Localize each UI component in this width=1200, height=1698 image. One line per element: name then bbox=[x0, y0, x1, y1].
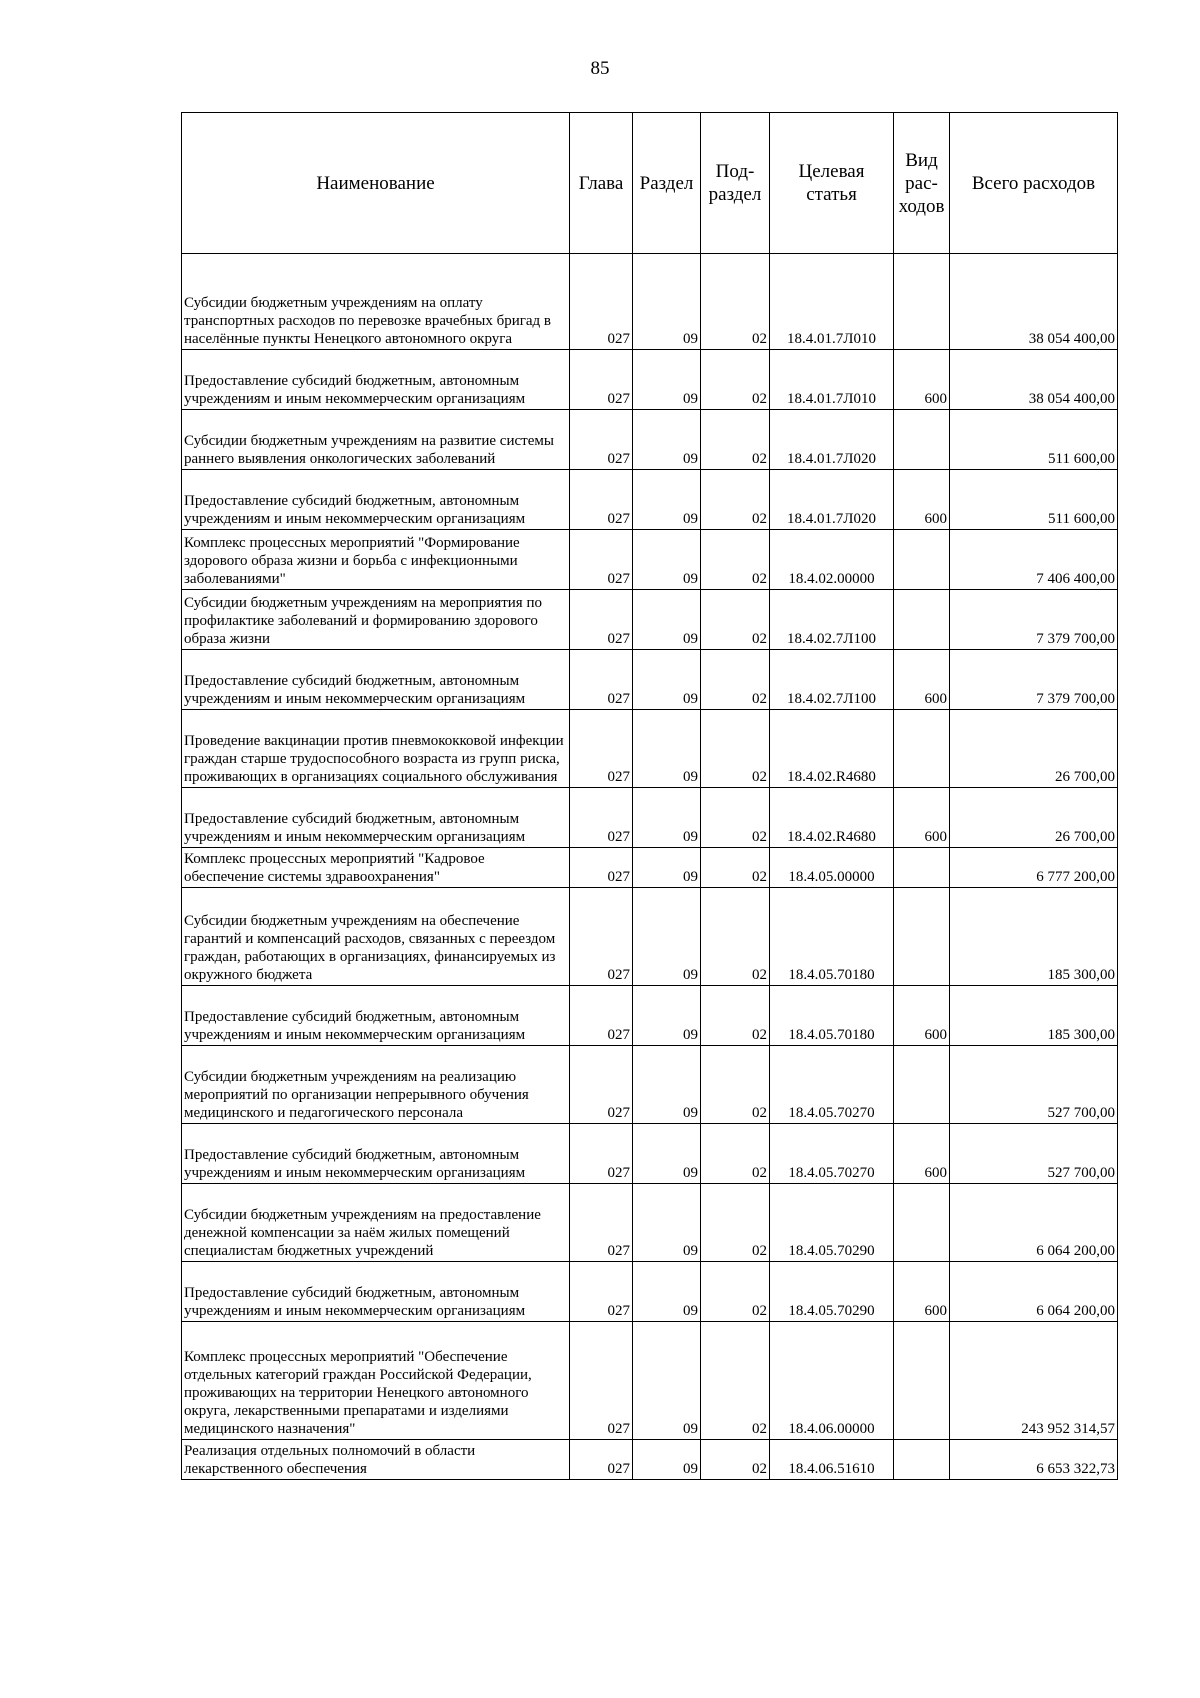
cell-target-article: 18.4.02.R4680 bbox=[770, 788, 894, 848]
table-row bbox=[182, 1046, 1118, 1124]
cell-name: Комплекс процессных мероприятий "Кадровое обеспечение системы здравоохранения" bbox=[182, 848, 570, 888]
table-row bbox=[182, 888, 1118, 986]
cell-target-article: 18.4.05.70180 bbox=[770, 888, 894, 986]
cell-subsection: 02 bbox=[701, 788, 770, 848]
table-row bbox=[182, 788, 1118, 848]
header-total: Всего расходов bbox=[950, 113, 1118, 254]
cell-chapter: 027 bbox=[570, 1262, 633, 1322]
cell-section: 09 bbox=[633, 470, 701, 530]
header-target-article: Целевая статья bbox=[770, 113, 894, 254]
cell-subsection: 02 bbox=[701, 410, 770, 470]
cell-total: 6 064 200,00 bbox=[950, 1262, 1118, 1322]
header-name: Наименование bbox=[182, 113, 570, 254]
cell-section: 09 bbox=[633, 1124, 701, 1184]
cell-section: 09 bbox=[633, 848, 701, 888]
table-body bbox=[182, 254, 1118, 1480]
cell-name: Субсидии бюджетным учреждениям на развитие системы раннего выявления онкологических заболеваний bbox=[182, 410, 570, 470]
cell-expense-type: 600 bbox=[894, 650, 950, 710]
cell-total: 185 300,00 bbox=[950, 888, 1118, 986]
cell-expense-type bbox=[894, 254, 950, 350]
cell-target-article: 18.4.06.00000 bbox=[770, 1322, 894, 1440]
cell-chapter: 027 bbox=[570, 254, 633, 350]
cell-name: Предоставление субсидий бюджетным, автономным учреждениям и иным некоммерческим организациям bbox=[182, 650, 570, 710]
cell-subsection: 02 bbox=[701, 1322, 770, 1440]
cell-total: 6 777 200,00 bbox=[950, 848, 1118, 888]
cell-name: Предоставление субсидий бюджетным, автономным учреждениям и иным некоммерческим организациям bbox=[182, 1124, 570, 1184]
header-expense-type: Вид рас- ходов bbox=[894, 113, 950, 254]
cell-expense-type: 600 bbox=[894, 350, 950, 410]
cell-target-article: 18.4.06.51610 bbox=[770, 1440, 894, 1480]
cell-target-article: 18.4.05.70290 bbox=[770, 1184, 894, 1262]
cell-target-article: 18.4.05.70270 bbox=[770, 1124, 894, 1184]
table-row bbox=[182, 590, 1118, 650]
cell-chapter: 027 bbox=[570, 986, 633, 1046]
cell-section: 09 bbox=[633, 986, 701, 1046]
table-header-row bbox=[182, 113, 1118, 254]
table-row bbox=[182, 1440, 1118, 1480]
cell-target-article: 18.4.05.00000 bbox=[770, 848, 894, 888]
cell-expense-type: 600 bbox=[894, 470, 950, 530]
cell-section: 09 bbox=[633, 1322, 701, 1440]
cell-section: 09 bbox=[633, 710, 701, 788]
cell-chapter: 027 bbox=[570, 410, 633, 470]
cell-expense-type bbox=[894, 530, 950, 590]
table-row bbox=[182, 254, 1118, 350]
cell-subsection: 02 bbox=[701, 254, 770, 350]
cell-name: Предоставление субсидий бюджетным, автономным учреждениям и иным некоммерческим организациям bbox=[182, 350, 570, 410]
cell-name: Субсидии бюджетным учреждениям на обеспечение гарантий и компенсаций расходов, связанных с переездом граждан, работающих в организациях, финансируемых из окружного бюджета bbox=[182, 888, 570, 986]
cell-target-article: 18.4.05.70180 bbox=[770, 986, 894, 1046]
cell-total: 511 600,00 bbox=[950, 410, 1118, 470]
cell-target-article: 18.4.02.R4680 bbox=[770, 710, 894, 788]
cell-section: 09 bbox=[633, 530, 701, 590]
cell-subsection: 02 bbox=[701, 1184, 770, 1262]
cell-target-article: 18.4.05.70270 bbox=[770, 1046, 894, 1124]
cell-total: 38 054 400,00 bbox=[950, 254, 1118, 350]
cell-total: 511 600,00 bbox=[950, 470, 1118, 530]
cell-subsection: 02 bbox=[701, 470, 770, 530]
cell-chapter: 027 bbox=[570, 470, 633, 530]
cell-total: 6 653 322,73 bbox=[950, 1440, 1118, 1480]
cell-chapter: 027 bbox=[570, 1184, 633, 1262]
cell-expense-type bbox=[894, 410, 950, 470]
cell-subsection: 02 bbox=[701, 1124, 770, 1184]
cell-expense-type bbox=[894, 1046, 950, 1124]
cell-chapter: 027 bbox=[570, 1440, 633, 1480]
cell-name: Реализация отдельных полномочий в области лекарственного обеспечения bbox=[182, 1440, 570, 1480]
cell-name: Предоставление субсидий бюджетным, автономным учреждениям и иным некоммерческим организациям bbox=[182, 470, 570, 530]
table-row bbox=[182, 1262, 1118, 1322]
cell-name: Предоставление субсидий бюджетным, автономным учреждениям и иным некоммерческим организациям bbox=[182, 788, 570, 848]
cell-subsection: 02 bbox=[701, 590, 770, 650]
header-subsection: Под- раздел bbox=[701, 113, 770, 254]
cell-expense-type: 600 bbox=[894, 986, 950, 1046]
cell-section: 09 bbox=[633, 788, 701, 848]
cell-section: 09 bbox=[633, 1184, 701, 1262]
cell-target-article: 18.4.02.7Л100 bbox=[770, 590, 894, 650]
cell-section: 09 bbox=[633, 1440, 701, 1480]
cell-subsection: 02 bbox=[701, 350, 770, 410]
cell-chapter: 027 bbox=[570, 888, 633, 986]
cell-chapter: 027 bbox=[570, 848, 633, 888]
cell-subsection: 02 bbox=[701, 1262, 770, 1322]
table-row bbox=[182, 1184, 1118, 1262]
cell-section: 09 bbox=[633, 888, 701, 986]
cell-expense-type bbox=[894, 1184, 950, 1262]
cell-name: Комплекс процессных мероприятий "Формирование здорового образа жизни и борьба с инфекционными заболеваниями" bbox=[182, 530, 570, 590]
cell-chapter: 027 bbox=[570, 1124, 633, 1184]
cell-section: 09 bbox=[633, 254, 701, 350]
cell-target-article: 18.4.02.00000 bbox=[770, 530, 894, 590]
cell-subsection: 02 bbox=[701, 986, 770, 1046]
cell-target-article: 18.4.01.7Л010 bbox=[770, 350, 894, 410]
cell-chapter: 027 bbox=[570, 350, 633, 410]
cell-chapter: 027 bbox=[570, 1322, 633, 1440]
cell-section: 09 bbox=[633, 590, 701, 650]
cell-name: Субсидии бюджетным учреждениям на мероприятия по профилактике заболеваний и формированию здорового образа жизни bbox=[182, 590, 570, 650]
cell-chapter: 027 bbox=[570, 1046, 633, 1124]
cell-subsection: 02 bbox=[701, 1046, 770, 1124]
cell-total: 243 952 314,57 bbox=[950, 1322, 1118, 1440]
cell-section: 09 bbox=[633, 350, 701, 410]
cell-total: 527 700,00 bbox=[950, 1124, 1118, 1184]
cell-target-article: 18.4.01.7Л020 bbox=[770, 410, 894, 470]
cell-name: Комплекс процессных мероприятий "Обеспечение отдельных категорий граждан Российской Федерации, проживающих на территории Ненецкого автономного округа, лекарственными препаратами и изделиями медицинского назначения" bbox=[182, 1322, 570, 1440]
cell-total: 7 406 400,00 bbox=[950, 530, 1118, 590]
cell-total: 7 379 700,00 bbox=[950, 650, 1118, 710]
table-row bbox=[182, 986, 1118, 1046]
cell-total: 6 064 200,00 bbox=[950, 1184, 1118, 1262]
cell-chapter: 027 bbox=[570, 710, 633, 788]
cell-name: Субсидии бюджетным учреждениям на оплату транспортных расходов по перевозке врачебных бригад в населённые пункты Ненецкого автономного округа bbox=[182, 254, 570, 350]
cell-total: 26 700,00 bbox=[950, 788, 1118, 848]
cell-target-article: 18.4.01.7Л020 bbox=[770, 470, 894, 530]
cell-subsection: 02 bbox=[701, 888, 770, 986]
cell-section: 09 bbox=[633, 650, 701, 710]
table-row bbox=[182, 410, 1118, 470]
cell-name: Предоставление субсидий бюджетным, автономным учреждениям и иным некоммерческим организациям bbox=[182, 986, 570, 1046]
cell-subsection: 02 bbox=[701, 650, 770, 710]
cell-chapter: 027 bbox=[570, 788, 633, 848]
page-number: 85 bbox=[590, 58, 610, 79]
cell-name: Предоставление субсидий бюджетным, автономным учреждениям и иным некоммерческим организациям bbox=[182, 1262, 570, 1322]
table-row bbox=[182, 530, 1118, 590]
cell-name: Субсидии бюджетным учреждениям на реализацию мероприятий по организации непрерывного обучения медицинского и педагогического персонала bbox=[182, 1046, 570, 1124]
cell-chapter: 027 bbox=[570, 530, 633, 590]
table-row bbox=[182, 848, 1118, 888]
cell-section: 09 bbox=[633, 1046, 701, 1124]
cell-expense-type bbox=[894, 710, 950, 788]
header-section: Раздел bbox=[633, 113, 701, 254]
cell-total: 7 379 700,00 bbox=[950, 590, 1118, 650]
cell-target-article: 18.4.02.7Л100 bbox=[770, 650, 894, 710]
table-row bbox=[182, 710, 1118, 788]
cell-expense-type: 600 bbox=[894, 1262, 950, 1322]
cell-chapter: 027 bbox=[570, 590, 633, 650]
cell-expense-type: 600 bbox=[894, 788, 950, 848]
cell-name: Проведение вакцинации против пневмококковой инфекции граждан старше трудоспособного возраста из групп риска, проживающих в организациях социального обслуживания bbox=[182, 710, 570, 788]
cell-subsection: 02 bbox=[701, 848, 770, 888]
cell-expense-type bbox=[894, 848, 950, 888]
cell-subsection: 02 bbox=[701, 1440, 770, 1480]
cell-expense-type bbox=[894, 888, 950, 986]
cell-subsection: 02 bbox=[701, 530, 770, 590]
cell-target-article: 18.4.05.70290 bbox=[770, 1262, 894, 1322]
cell-name: Субсидии бюджетным учреждениям на предоставление денежной компенсации за наём жилых помещений специалистам бюджетных учреждений bbox=[182, 1184, 570, 1262]
table-row bbox=[182, 1124, 1118, 1184]
table-row bbox=[182, 1322, 1118, 1440]
header-chapter: Глава bbox=[570, 113, 633, 254]
table-row bbox=[182, 650, 1118, 710]
cell-total: 26 700,00 bbox=[950, 710, 1118, 788]
cell-section: 09 bbox=[633, 1262, 701, 1322]
cell-expense-type: 600 bbox=[894, 1124, 950, 1184]
table-row bbox=[182, 470, 1118, 530]
budget-table bbox=[181, 112, 1118, 1480]
cell-total: 527 700,00 bbox=[950, 1046, 1118, 1124]
cell-total: 185 300,00 bbox=[950, 986, 1118, 1046]
cell-expense-type bbox=[894, 1322, 950, 1440]
table-row bbox=[182, 350, 1118, 410]
cell-section: 09 bbox=[633, 410, 701, 470]
cell-chapter: 027 bbox=[570, 650, 633, 710]
cell-total: 38 054 400,00 bbox=[950, 350, 1118, 410]
cell-expense-type bbox=[894, 1440, 950, 1480]
cell-expense-type bbox=[894, 590, 950, 650]
cell-target-article: 18.4.01.7Л010 bbox=[770, 254, 894, 350]
cell-subsection: 02 bbox=[701, 710, 770, 788]
